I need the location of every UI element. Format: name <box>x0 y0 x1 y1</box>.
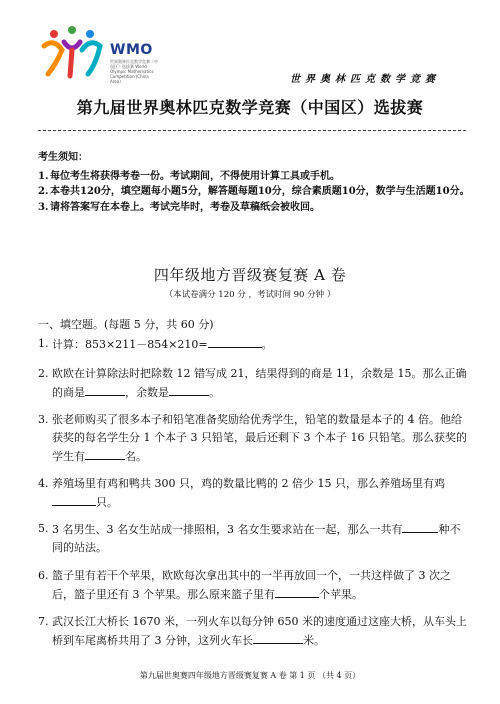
section-heading: 一、填空题。(每题 5 分，共 60 分) <box>38 318 214 331</box>
notice-item <box>38 200 474 216</box>
answer-blank[interactable] <box>85 447 125 460</box>
answer-blank[interactable] <box>402 520 438 533</box>
logo-figures-icon <box>40 24 106 80</box>
question-item <box>38 475 470 512</box>
notice-item-number: 3. <box>38 201 49 213</box>
wmo-logo <box>40 24 170 84</box>
question-number: 5. <box>38 522 49 535</box>
question-text: 张老师购买了很多本子和铅笔准备奖励给优秀学生，铅笔的数量是本子的 4 倍。他给获奖的每名学生分 1 个本子 3 只铅笔，最后还剩下 3 个本子 16 只铅笔。那么获奖的学生有 名。 <box>52 413 467 463</box>
question-item <box>38 365 470 402</box>
question-number: 4. <box>38 477 49 490</box>
question-number: 2. <box>38 367 49 380</box>
answer-blank[interactable] <box>85 383 125 396</box>
answer-blank[interactable] <box>253 631 303 644</box>
page-title: 第九届世界奥林匹克数学竞赛（中国区）选拔赛 <box>76 98 424 117</box>
answer-blank[interactable] <box>169 383 209 396</box>
exam-subtitle: （本试卷满分 120 分 ，考试时间 90 分钟 ） <box>164 290 336 300</box>
page-footer: 第九届世奥赛四年级地方晋级赛复赛 A 卷 第 1 页 （共 4 页） <box>139 671 361 680</box>
question-text: 养殖场里有鸡和鸭共 300 只，鸡的数量比鸭的 2 倍少 15 只，那么养殖场里有鸡只。 <box>52 477 445 509</box>
question-number: 1. <box>38 337 49 350</box>
logo-subtext: 世界奥林匹克数学竞赛（中国区）选拔赛 World Olympic Mathematics Competition (China Area) <box>110 59 158 84</box>
question-number: 7. <box>38 615 49 628</box>
competition-banner: 世界奥林匹克数学竞赛 <box>290 74 440 85</box>
question-number: 3. <box>38 413 49 426</box>
question-text: 武汉长江大桥长 1670 米，一列火车以每分钟 650 米的速度通过这座大桥，从车头上桥到车尾离桥共用了 3 分钟，这列火车长 米。 <box>52 615 467 647</box>
question-text: 3 名男生、3 名女生站成一排照相，3 名女生要求站在一起，那么一共有 种不同的站法。 <box>52 520 470 557</box>
notice-item <box>38 169 474 185</box>
exam-notice <box>38 150 474 215</box>
notice-heading: 考生须知： <box>38 152 88 163</box>
dashed-divider <box>38 130 466 131</box>
logo-text: WMO <box>110 42 153 58</box>
exam-title: 四年级地方晋级赛复赛 A 卷 <box>153 266 347 284</box>
question-text: 计算：853×211－854×210= 。 <box>52 335 470 354</box>
question-item <box>38 411 470 466</box>
notice-item-number: 2. <box>38 186 49 197</box>
notice-item-number: 1. <box>38 170 49 182</box>
question-item <box>38 520 470 557</box>
answer-blank[interactable] <box>208 335 262 348</box>
question-text: 篮子里有若干个苹果，欧欧每次拿出其中的一半再放回一个，一共这样做了 3 次之后，篮子里还有 3 个苹果。那么原来篮子里有 个苹果。 <box>52 569 451 601</box>
notice-item <box>38 184 474 200</box>
question-item <box>38 613 470 650</box>
question-item <box>38 567 470 604</box>
notice-item-text: 每位考生将获得考卷一份。考试期间，不得使用计算工具或手机。 <box>50 170 340 182</box>
answer-blank[interactable] <box>275 585 319 598</box>
question-item <box>38 335 470 354</box>
question-number: 6. <box>38 569 49 582</box>
answer-blank[interactable] <box>52 493 96 506</box>
notice-item-text: 本卷共120分，填空题每小题5分，解答题每题10分，综合素质题10分，数学与生活题10分。 <box>50 186 470 197</box>
question-text: 欧欧在计算除法时把除数 12 错写成 21，结果得到的商是 11，余数是 15。那么正确的商是 ，余数是 。 <box>52 367 467 399</box>
notice-item-text: 请将答案写在本卷上。考试完毕时，考卷及草稿纸会被收回。 <box>50 201 320 213</box>
